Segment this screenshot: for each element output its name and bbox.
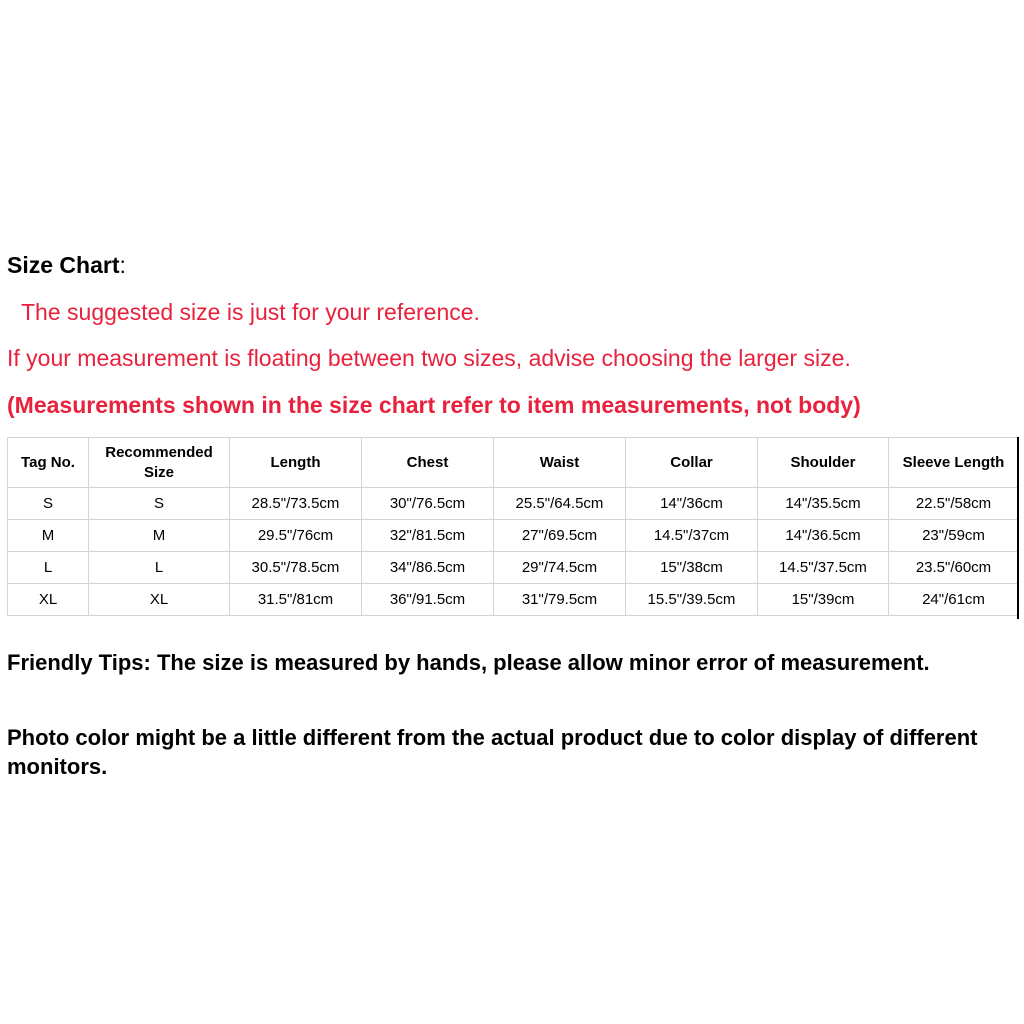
header-tag-no: Tag No. — [8, 438, 89, 488]
cell-tag: L — [8, 552, 89, 584]
cell-waist: 29"/74.5cm — [494, 552, 626, 584]
photo-color-note: Photo color might be a little different from the actual product due to color display of different monitors. — [7, 725, 978, 779]
cell-length: 28.5"/73.5cm — [230, 488, 362, 520]
cell-sleeve-length: 22.5"/58cm — [889, 488, 1019, 520]
cell-tag: XL — [8, 584, 89, 616]
cell-chest: 30"/76.5cm — [362, 488, 494, 520]
cell-recommended-size: S — [89, 488, 230, 520]
table-row — [8, 520, 1019, 552]
header-chest: Chest — [362, 438, 494, 488]
cell-waist: 25.5"/64.5cm — [494, 488, 626, 520]
cell-shoulder: 14"/35.5cm — [758, 488, 889, 520]
header-recommended-size — [89, 438, 230, 488]
size-chart-heading — [7, 252, 126, 279]
cell-shoulder: 14.5"/37.5cm — [758, 552, 889, 584]
cell-waist: 31"/79.5cm — [494, 584, 626, 616]
cell-recommended-size: XL — [89, 584, 230, 616]
cell-chest: 34"/86.5cm — [362, 552, 494, 584]
cell-shoulder: 15"/39cm — [758, 584, 889, 616]
cell-recommended-size: M — [89, 520, 230, 552]
header-recommended-size-label: Recommended Size — [105, 443, 213, 481]
cell-length: 31.5"/81cm — [230, 584, 362, 616]
header-shoulder: Shoulder — [758, 438, 889, 488]
cell-tag: S — [8, 488, 89, 520]
cell-sleeve-length: 24"/61cm — [889, 584, 1019, 616]
size-chart-title: Size Chart — [7, 252, 120, 278]
cell-shoulder: 14"/36.5cm — [758, 520, 889, 552]
table-row — [8, 488, 1019, 520]
friendly-tips: Friendly Tips: The size is measured by hands, please allow minor error of measurement. — [7, 650, 930, 675]
cell-length: 29.5"/76cm — [230, 520, 362, 552]
table-row — [8, 584, 1019, 616]
header-waist: Waist — [494, 438, 626, 488]
table-row — [8, 552, 1019, 584]
cell-length: 30.5"/78.5cm — [230, 552, 362, 584]
cell-collar: 14"/36cm — [626, 488, 758, 520]
size-table — [7, 437, 1019, 616]
cell-waist: 27"/69.5cm — [494, 520, 626, 552]
header-sleeve-length: Sleeve Length — [889, 438, 1019, 488]
between-sizes-note: If your measurement is floating between two sizes, advise choosing the larger size. — [7, 345, 851, 371]
cell-chest: 32"/81.5cm — [362, 520, 494, 552]
table-header-row — [8, 438, 1019, 488]
cell-chest: 36"/91.5cm — [362, 584, 494, 616]
item-measurements-note: (Measurements shown in the size chart refer to item measurements, not body) — [7, 392, 861, 418]
table-right-border — [1017, 437, 1019, 619]
heading-colon: : — [119, 252, 126, 278]
reference-note: The suggested size is just for your reference. — [21, 299, 480, 325]
header-collar: Collar — [626, 438, 758, 488]
cell-sleeve-length: 23.5"/60cm — [889, 552, 1019, 584]
cell-recommended-size: L — [89, 552, 230, 584]
cell-collar: 15.5"/39.5cm — [626, 584, 758, 616]
cell-collar: 15"/38cm — [626, 552, 758, 584]
cell-sleeve-length: 23"/59cm — [889, 520, 1019, 552]
cell-tag: M — [8, 520, 89, 552]
size-table-container — [7, 437, 1019, 616]
cell-collar: 14.5"/37cm — [626, 520, 758, 552]
header-length: Length — [230, 438, 362, 488]
